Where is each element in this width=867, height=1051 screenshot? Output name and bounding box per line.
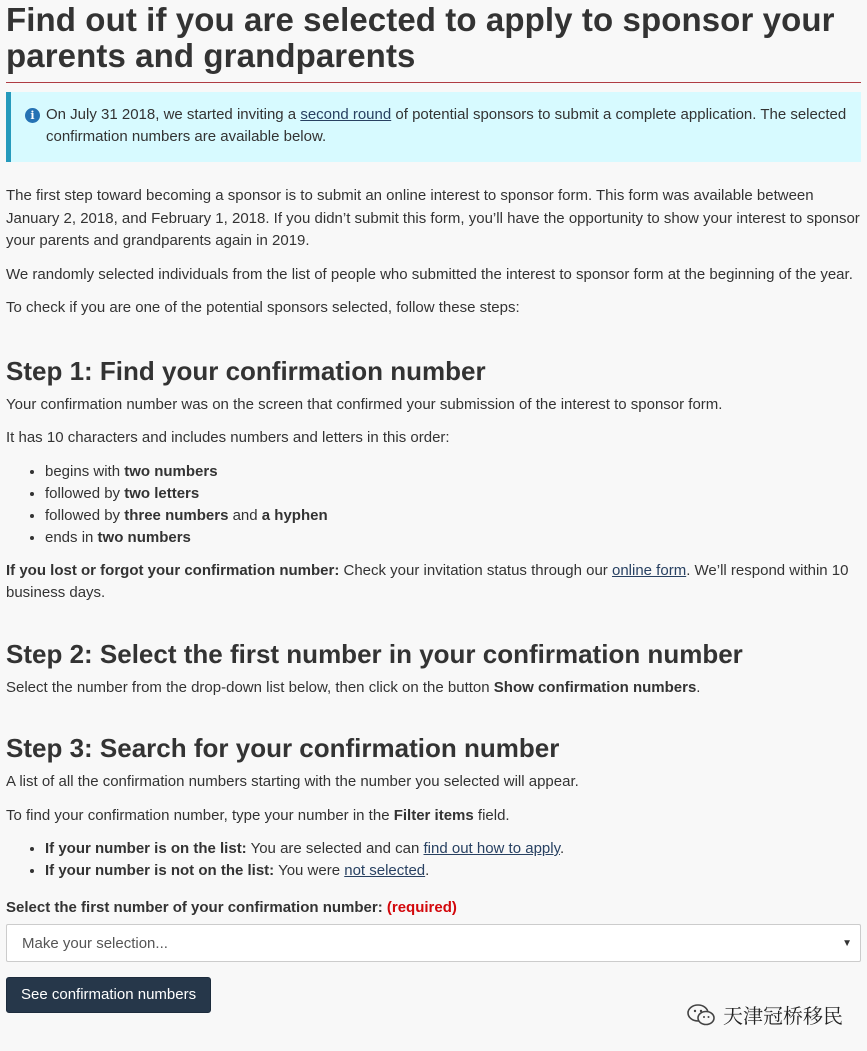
alert-text: On July 31 2018, we started inviting a second round of potential sponsors to submit a complete application. The selected confirmation numbers are available below. bbox=[46, 106, 847, 145]
online-form-link[interactable]: online form bbox=[611, 561, 687, 579]
step3-paragraph-2: To find your confirmation number, type your number in the Filter items field. bbox=[6, 806, 510, 824]
step2-heading: Step 2: Select the first number in your confirmation number bbox=[6, 638, 743, 669]
watermark-text: 天津冠桥移民 bbox=[723, 1006, 843, 1028]
intro-paragraph-2: We randomly selected individuals from the list of people who submitted the interest to sponsor form at the beginning of the year. bbox=[6, 265, 853, 283]
list-item: • followed by two letters bbox=[45, 483, 861, 505]
step2-paragraph: Select the number from the drop-down list below, then click on the button Show confirmation numbers. bbox=[6, 678, 701, 696]
step3-paragraph-1: A list of all the confirmation numbers starting with the number you selected will appear. bbox=[6, 773, 579, 790]
confirmation-format-list bbox=[6, 461, 861, 549]
list-item: • begins with two numbers bbox=[45, 461, 861, 483]
info-icon: i bbox=[25, 108, 40, 123]
step1-heading: Step 1: Find your confirmation number bbox=[6, 355, 486, 386]
intro-paragraph-1: The first step toward becoming a sponsor is to submit an online interest to sponsor form. This form was available between January 2, 2018, and February 1, 2018. If you didn’t submit this form, you’ll have the opportunity to show your interest to sponsor your parents and grandparents again in 2019. bbox=[6, 187, 860, 249]
step1-paragraph-1: Your confirmation number was on the screen that confirmed your submission of the interest to sponsor form. bbox=[6, 395, 723, 413]
list-item: • followed by three numbers and a hyphen bbox=[45, 505, 861, 527]
dropdown-caret-icon: ▼ bbox=[842, 937, 852, 949]
step3-heading: Step 3: Search for your confirmation number bbox=[6, 733, 560, 763]
list-item: • If your number is on the list: You are selected and can find out how to apply. bbox=[45, 838, 861, 860]
required-marker: (required) bbox=[386, 899, 457, 916]
watermark bbox=[687, 1000, 843, 1029]
find-out-how-to-apply-link[interactable]: find out how to apply bbox=[423, 840, 560, 857]
intro-paragraph-3: To check if you are one of the potential sponsors selected, follow these steps: bbox=[6, 299, 520, 316]
page-title: Find out if you are selected to apply to sponsor your parents and grandparents bbox=[6, 0, 861, 83]
select-label: Select the first number of your confirmation number: (required) bbox=[6, 899, 457, 916]
step1-paragraph-2: It has 10 characters and includes numbers and letters in this order: bbox=[6, 429, 450, 446]
second-round-link[interactable]: second round bbox=[300, 106, 392, 123]
wechat-icon bbox=[687, 1003, 715, 1027]
list-item: • ends in two numbers bbox=[45, 527, 861, 549]
lost-number-paragraph: If you lost or forgot your confirmation number: Check your invitation status through our online form. We’ll respond within 10 business days. bbox=[6, 561, 849, 601]
see-confirmation-numbers-button[interactable]: See confirmation numbers bbox=[6, 977, 211, 1013]
result-list bbox=[6, 838, 861, 882]
first-number-select[interactable] bbox=[6, 924, 861, 962]
not-selected-link[interactable]: not selected bbox=[344, 862, 426, 879]
info-alert bbox=[6, 92, 861, 162]
list-item: • If your number is not on the list: You were not selected. bbox=[45, 860, 861, 882]
select-value: Make your selection... bbox=[22, 934, 168, 952]
